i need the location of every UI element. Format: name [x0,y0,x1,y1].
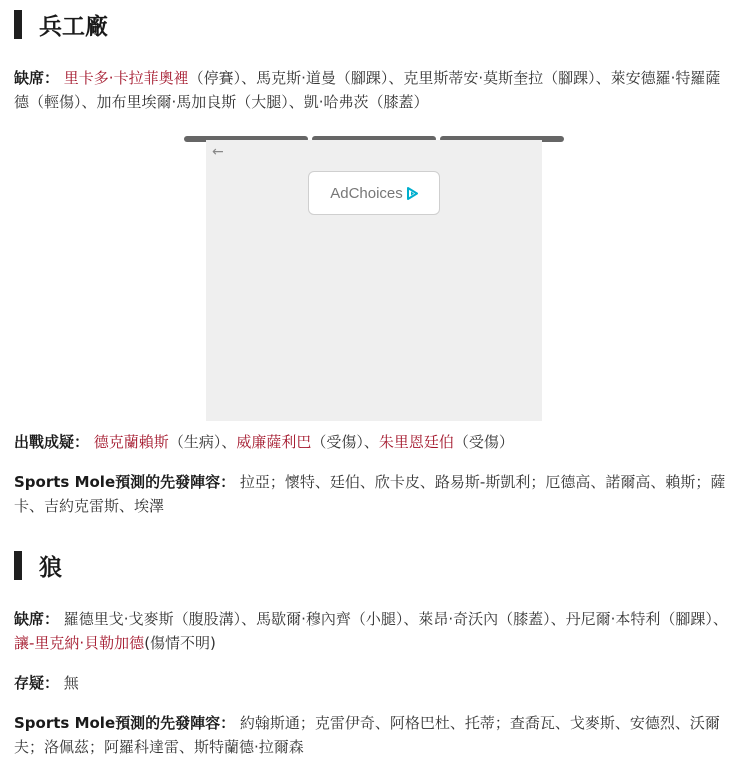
ad-frame [206,140,542,421]
arsenal-doubt-paragraph [14,430,730,454]
adchoices-icon [406,187,418,200]
absent-text: （停賽）、馬克斯·道曼（腳踝）、克里斯蒂安·莫斯奎拉（腳踝）、萊安德羅·特羅薩德（輕傷）、加布里埃爾·馬加良斯（大腿）、凱·哈弗茨（膝蓋） [14,69,721,111]
wolves-doubt-paragraph [14,671,730,695]
absent-label: 缺席： [14,610,60,628]
injury-note: （受傷） [453,433,514,451]
player-link[interactable]: 里卡多·卡拉菲奧裡 [63,69,189,87]
wolves-lineup-paragraph [14,711,730,759]
injury-note: （受傷）、 [311,433,379,451]
player-link[interactable]: 威廉薩利巴 [236,433,312,451]
lineup-text: 拉亞；懷特、廷伯、欣卡皮、路易斯-斯凱利；厄德高、諾爾高、賴斯；薩卡、吉約克雷斯、埃澤 [14,473,726,515]
wolves-absent-paragraph [14,607,730,655]
back-arrow-icon[interactable]: ← [212,144,224,160]
absent-label: 缺席： [14,69,60,87]
section-heading-wolves [14,549,62,582]
lineup-text: 約翰斯通；克雷伊奇、阿格巴杜、托蒂；查喬瓦、戈麥斯、安德烈、沃爾夫；洛佩茲；阿羅科達雷、斯特蘭德·拉爾森 [14,714,720,756]
injury-note: （生病）、 [168,433,237,451]
doubt-text: 無 [63,674,79,692]
player-link[interactable]: 德克蘭賴斯 [93,433,169,451]
injury-note: (傷情不明) [144,634,216,652]
absent-text: 羅德里戈·戈麥斯（腹股溝）、馬歇爾·穆內齊（小腿）、萊昂·奇沃內（膝蓋）、丹尼爾·本特利（腳踝）、 [63,610,728,628]
doubt-label: 出戰成疑： [14,433,90,451]
heading-bar [14,551,22,580]
section-title: 兵工廠 [39,14,108,40]
ad-container [184,136,564,422]
adchoices-label: AdChoices [330,184,403,202]
player-link[interactable]: 朱里恩廷伯 [378,433,454,451]
section-heading-arsenal [14,8,108,41]
doubt-label: 存疑： [14,674,60,692]
player-link[interactable]: 讓-里克納·貝勒加德 [14,634,145,652]
section-title: 狼 [39,555,62,581]
arsenal-lineup-paragraph [14,470,730,518]
adchoices-button[interactable] [308,171,440,215]
heading-bar [14,10,22,39]
lineup-label: Sports Mole預測的先發陣容： [14,473,236,491]
lineup-label: Sports Mole預測的先發陣容： [14,714,236,732]
arsenal-absent-paragraph [14,66,730,114]
